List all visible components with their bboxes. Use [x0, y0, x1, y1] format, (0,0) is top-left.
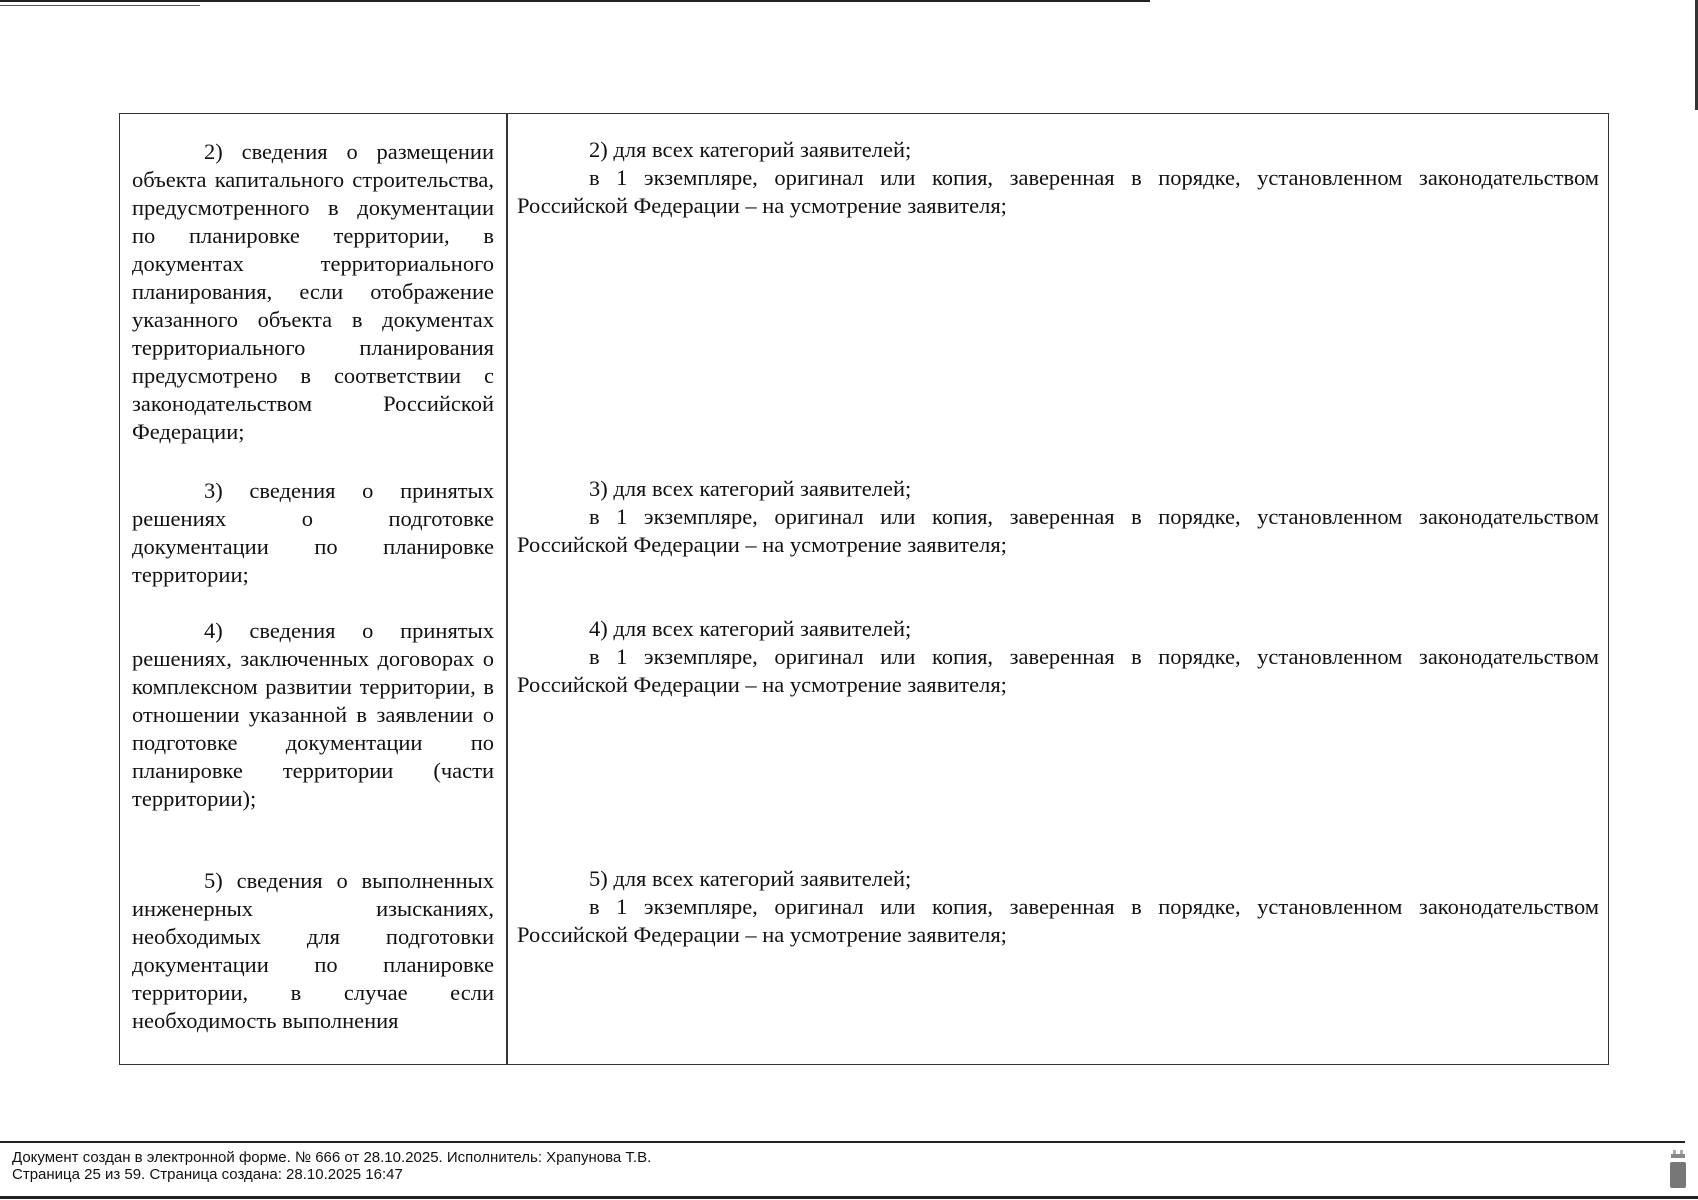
category-line: 2) для всех категорий заявителей; — [589, 137, 912, 162]
footer-document-info: Документ создан в электронной форме. № 666 от 28.10.2025. Исполнитель: Храпунова Т.В. — [12, 1149, 652, 1166]
copy-requirement: в 1 экземпляре, оригинал или копия, заверенная в порядке, установленном законодательством Российской Федерации – на усмотрение заявителя; — [517, 165, 1599, 218]
table-row-right-cell — [517, 865, 1599, 949]
table-row-right-cell — [517, 615, 1599, 699]
archive-stamp-icon — [1667, 1150, 1689, 1190]
scan-edge-line — [0, 5, 200, 6]
copy-requirement: в 1 экземпляре, оригинал или копия, заверенная в порядке, установленном законодательством Российской Федерации – на усмотрение заявителя; — [517, 894, 1599, 947]
footer-page-info: Страница 25 из 59. Страница создана: 28.10.2025 16:47 — [12, 1166, 403, 1183]
copy-requirement: в 1 экземпляре, оригинал или копия, заверенная в порядке, установленном законодательством Российской Федерации – на усмотрение заявителя; — [517, 504, 1599, 557]
table-row-left-cell: 2) сведения о размещении объекта капитального строительства, предусмотренного в документации по планировке территории, в документах территориального планирования, если отображение указанного объекта в документах территориального планирования предусмотрено в соответствии с законодательством Российской Федерации; — [132, 139, 494, 444]
table-row-left-cell: 3) сведения о принятых решениях о подготовке документации по планировке территории; — [132, 478, 494, 587]
category-line: 3) для всех категорий заявителей; — [589, 476, 912, 501]
scan-edge-line — [0, 1196, 1698, 1199]
document-footer — [12, 1149, 651, 1183]
category-line: 4) для всех категорий заявителей; — [589, 616, 912, 641]
footer-divider — [0, 1141, 1685, 1143]
column-divider — [506, 114, 508, 1064]
table-row-right-cell — [517, 475, 1599, 559]
table-row-left-cell: 4) сведения о принятых решениях, заключенных договорах о комплексном развитии территории, в отношении указанной в заявлении о подготовке документации по планировке территории (части территории); — [132, 618, 494, 811]
table-row-left-cell: 5) сведения о выполненных инженерных изысканиях, необходимых для подготовки документации по планировке территории, в случае если необходимость выполнения — [132, 868, 494, 1033]
category-line: 5) для всех категорий заявителей; — [589, 866, 912, 891]
scan-edge-line — [0, 0, 1150, 2]
table-row-right-cell — [517, 136, 1599, 220]
copy-requirement: в 1 экземпляре, оригинал или копия, заверенная в порядке, установленном законодательством Российской Федерации – на усмотрение заявителя; — [517, 644, 1599, 697]
documents-table — [119, 113, 1609, 1065]
